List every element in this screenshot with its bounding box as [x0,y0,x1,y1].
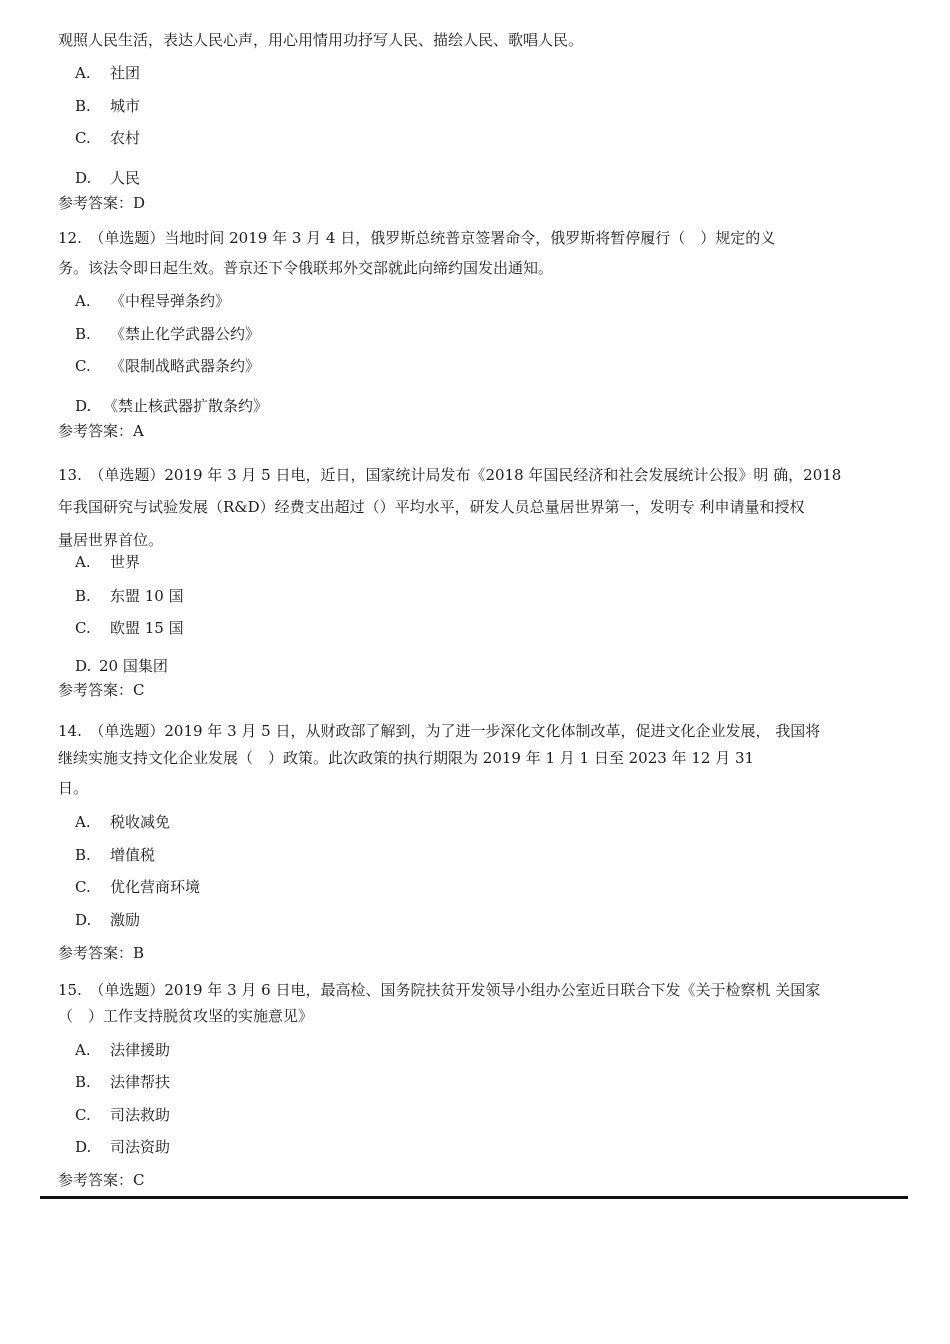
q12-text-line2: 务。该法令即日起生效。普京还下令俄联邦外交部就此向缔约国发出通知。 [58,259,554,277]
q11-answer: 参考答案：D [58,194,146,212]
q13-text-line1: 13. （单选题）2019 年 3 月 5 日电，近日，国家统计局发布《2018 年国民经济和社会发展统计公报》明 确，2018 [58,466,842,484]
q11-option-d-letter: D. [75,169,92,187]
q12-option-c-text: 《限制战略武器条约》 [110,357,261,375]
q14-option-b-text: 增值税 [110,846,156,864]
q14-option-a-letter: A. [75,813,91,831]
q11-option-b-text: 城市 [110,97,141,115]
q15-text-line2: （ ）工作支持脱贫攻坚的实施意见》 [58,1007,314,1025]
q15-option-d-letter: D. [75,1138,92,1156]
q15-option-c-letter: C. [75,1106,91,1124]
q13-option-d-text: 20 国集团 [99,657,168,675]
q11-option-a-letter: A. [75,64,91,82]
q11-option-c-text: 农村 [110,129,141,147]
q13-option-c-text: 欧盟 15 国 [110,619,184,637]
q12-option-b-letter: B. [75,325,91,343]
q14-option-b-letter: B. [75,846,91,864]
q11-option-d-text: 人民 [110,169,141,187]
q14-option-c-text: 优化营商环境 [110,878,201,896]
q15-option-d-text: 司法资助 [110,1138,171,1156]
q13-text-line2: 年我国研究与试验发展（R&D）经费支出超过（）平均水平，研发人员总量居世界第一，发明专 利申请量和授权 [58,498,805,516]
q15-text-line1: 15. （单选题）2019 年 3 月 6 日电，最高检、国务院扶贫开发领导小组办公室近日联合下发《关于检察机 关国家 [58,981,821,999]
q14-option-a-text: 税收减免 [110,813,171,831]
q12-option-d-letter: D. [75,397,92,415]
q13-answer: 参考答案：C [58,681,145,699]
q15-option-a-letter: A. [75,1041,91,1059]
q15-option-b-text: 法律帮扶 [110,1073,171,1091]
bottom-rule [40,1196,908,1199]
q12-option-a-letter: A. [75,292,91,310]
q11-option-c-letter: C. [75,129,91,147]
q11-text: 观照人民生活，表达人民心声，用心用情用功抒写人民、描绘人民、歌唱人民。 [58,31,584,49]
q14-text-line3: 日。 [58,779,89,797]
q13-option-a-letter: A. [75,553,91,571]
q13-option-b-text: 东盟 10 国 [110,587,184,605]
q11-option-a-text: 社团 [110,64,141,82]
q13-text-line3: 量居世界首位。 [58,531,164,549]
q15-option-a-text: 法律援助 [110,1041,171,1059]
q14-text-line2: 继续实施支持文化企业发展（ ）政策。此次政策的执行期限为 2019 年 1 月 1 日至 2023 年 12 月 31 [58,749,755,767]
q15-option-b-letter: B. [75,1073,91,1091]
q12-text-line1: 12. （单选题）当地时间 2019 年 3 月 4 日，俄罗斯总统普京签署命令，俄罗斯将暂停履行（ ）规定的义 [58,229,776,247]
q13-option-b-letter: B. [75,587,91,605]
q11-option-b-letter: B. [75,97,91,115]
q13-option-c-letter: C. [75,619,91,637]
q12-option-b-text: 《禁止化学武器公约》 [110,325,261,343]
q13-option-d-letter: D. [75,657,92,675]
q12-option-c-letter: C. [75,357,91,375]
q14-answer: 参考答案：B [58,944,145,962]
q14-text-line1: 14. （单选题）2019 年 3 月 5 日，从财政部了解到，为了进一步深化文化体制改革，促进文化企业发展， 我国将 [58,722,821,740]
q14-option-c-letter: C. [75,878,91,896]
q12-option-d-text: 《禁止核武器扩散条约》 [103,397,269,415]
q12-option-a-text: 《中程导弹条约》 [110,292,231,310]
q15-answer: 参考答案：C [58,1171,145,1189]
q12-answer: 参考答案：A [58,422,144,440]
q15-option-c-text: 司法救助 [110,1106,171,1124]
q13-option-a-text: 世界 [110,553,141,571]
q14-option-d-letter: D. [75,911,92,929]
q14-option-d-text: 激励 [110,911,141,929]
